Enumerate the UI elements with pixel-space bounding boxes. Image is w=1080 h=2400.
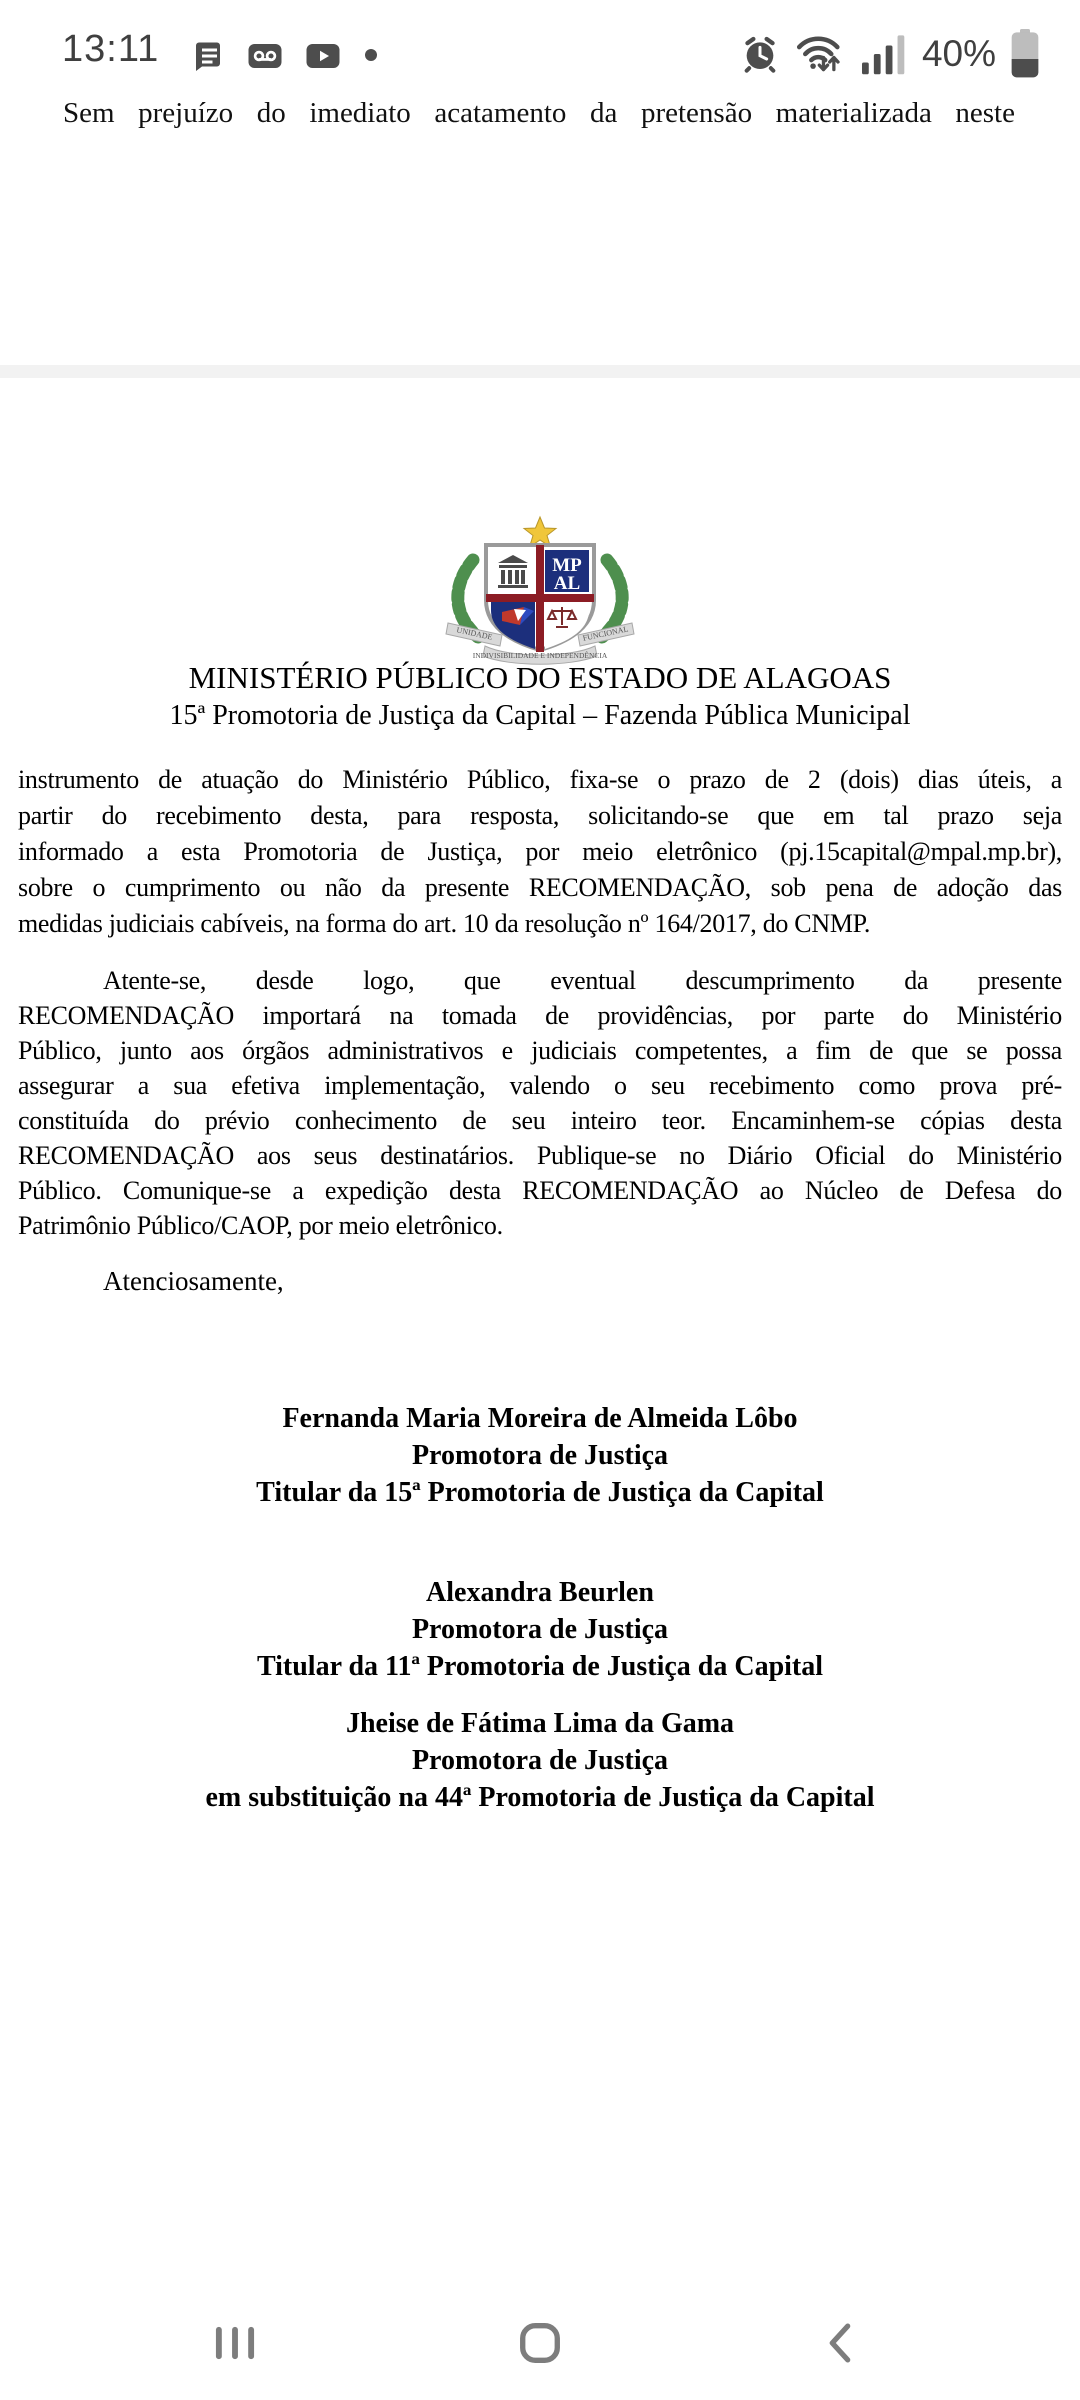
- text-line: partir do recebimento desta, para resposta, solicitando-se que em tal prazo seja: [18, 801, 1062, 830]
- ribbon-right-text: FUNCIONAL: [581, 624, 630, 643]
- text-line: informado a esta Promotoria de Justiça, por meio eletrônico (pj.15capital@mpal.mp.br),: [18, 837, 1062, 866]
- signature-block: [18, 1574, 1062, 1685]
- recents-icon: [213, 2325, 257, 2361]
- signer-name: Jheise de Fátima Lima da Gama: [345, 1708, 735, 1739]
- voicemail-notification-icon: [246, 38, 284, 74]
- mpal-crest-logo: [390, 515, 690, 665]
- cross-horizontal: [486, 594, 594, 602]
- text-line: Público. Comunique-se a expedição desta RECOMENDAÇÃO ao Núcleo de Defesa do: [18, 1176, 1062, 1205]
- recents-button[interactable]: [195, 2308, 275, 2378]
- signature-block: [18, 1705, 1062, 1816]
- signer-role: Promotora de Justiça: [411, 1745, 669, 1776]
- status-clock: 13:11: [62, 28, 160, 70]
- text-line: Sem prejuízo do imediato acatamento da pretensão materializada neste: [63, 97, 1015, 129]
- text-line: Público, junto aos órgãos administrativos e judiciais competentes, a fim de que se possa: [18, 1036, 1062, 1065]
- status-bar: [0, 0, 1080, 88]
- signer-title: Titular da 15ª Promotoria de Justiça da Capital: [256, 1477, 824, 1508]
- paragraph-2: [18, 963, 1062, 1243]
- previous-page-text: [63, 92, 1015, 134]
- org-name: MINISTÉRIO PÚBLICO DO ESTADO DE ALAGOAS: [188, 660, 892, 695]
- signer-role: Promotora de Justiça: [411, 1614, 669, 1645]
- signal-strength-icon: [860, 32, 908, 76]
- shield-mp-text: MP: [552, 555, 582, 576]
- android-navigation-bar: [0, 2290, 1080, 2400]
- youtube-notification-icon: [304, 38, 342, 74]
- ribbon-bottom-text: INDIVISIBILIDADE E INDEPENDÊNCIA: [472, 651, 608, 660]
- home-button[interactable]: [500, 2308, 580, 2378]
- shield-al-text: AL: [553, 573, 581, 594]
- back-button[interactable]: [800, 2308, 880, 2378]
- signer-name: Alexandra Beurlen: [426, 1577, 654, 1608]
- star-icon: [524, 517, 556, 547]
- closing-salutation: Atenciosamente,: [103, 1266, 284, 1296]
- signer-name: Fernanda Maria Moreira de Almeida Lôbo: [282, 1403, 798, 1434]
- page-separator: [0, 365, 1080, 378]
- signer-title: em substituição na 44ª Promotoria de Justiça da Capital: [205, 1782, 875, 1813]
- more-notifications-dot: [364, 48, 378, 62]
- notes-notification-icon: [190, 38, 226, 74]
- wifi-icon: [794, 32, 846, 76]
- ribbon-left-text: UNIDADE: [455, 625, 494, 642]
- home-icon: [518, 2321, 562, 2365]
- signer-title: Titular da 11ª Promotoria de Justiça da Capital: [256, 1651, 824, 1682]
- battery-icon: [1010, 29, 1040, 79]
- signer-role: Promotora de Justiça: [411, 1440, 669, 1471]
- signature-block: [18, 1400, 1062, 1511]
- text-line: sobre o cumprimento ou não da presente RECOMENDAÇÃO, sob pena de adoção das: [18, 873, 1062, 902]
- paragraph-1: [18, 762, 1062, 942]
- text-line: RECOMENDAÇÃO aos seus destinatários. Publique-se no Diário Oficial do Ministério: [18, 1141, 1062, 1170]
- status-system-icons: [740, 26, 1040, 82]
- text-line: Atente-se, desde logo, que eventual descumprimento da presente: [103, 966, 1062, 995]
- text-line: medidas judiciais cabíveis, na forma do art. 10 da resolução nº 164/2017, do CNMP.: [18, 909, 871, 938]
- text-line: RECOMENDAÇÃO importará na tomada de providências, por parte do Ministério: [18, 1001, 1062, 1030]
- pdf-page[interactable]: [0, 378, 1080, 2278]
- back-icon: [822, 2323, 858, 2363]
- org-unit: 15ª Promotoria de Justiça da Capital – Fazenda Pública Municipal: [169, 700, 911, 731]
- text-line: constituída do prévio conhecimento de seu inteiro teor. Encaminhem-se cópias desta: [18, 1106, 1062, 1135]
- alarm-icon: [740, 34, 780, 74]
- text-line: Patrimônio Público/CAOP, por meio eletrônico.: [18, 1211, 503, 1240]
- battery-percent-label: 40%: [921, 33, 996, 74]
- text-line: assegurar a sua efetiva implementação, valendo o seu recebimento como prova pré-: [18, 1071, 1062, 1100]
- text-line: instrumento de atuação do Ministério Público, fixa-se o prazo de 2 (dois) dias úteis, a: [18, 765, 1062, 794]
